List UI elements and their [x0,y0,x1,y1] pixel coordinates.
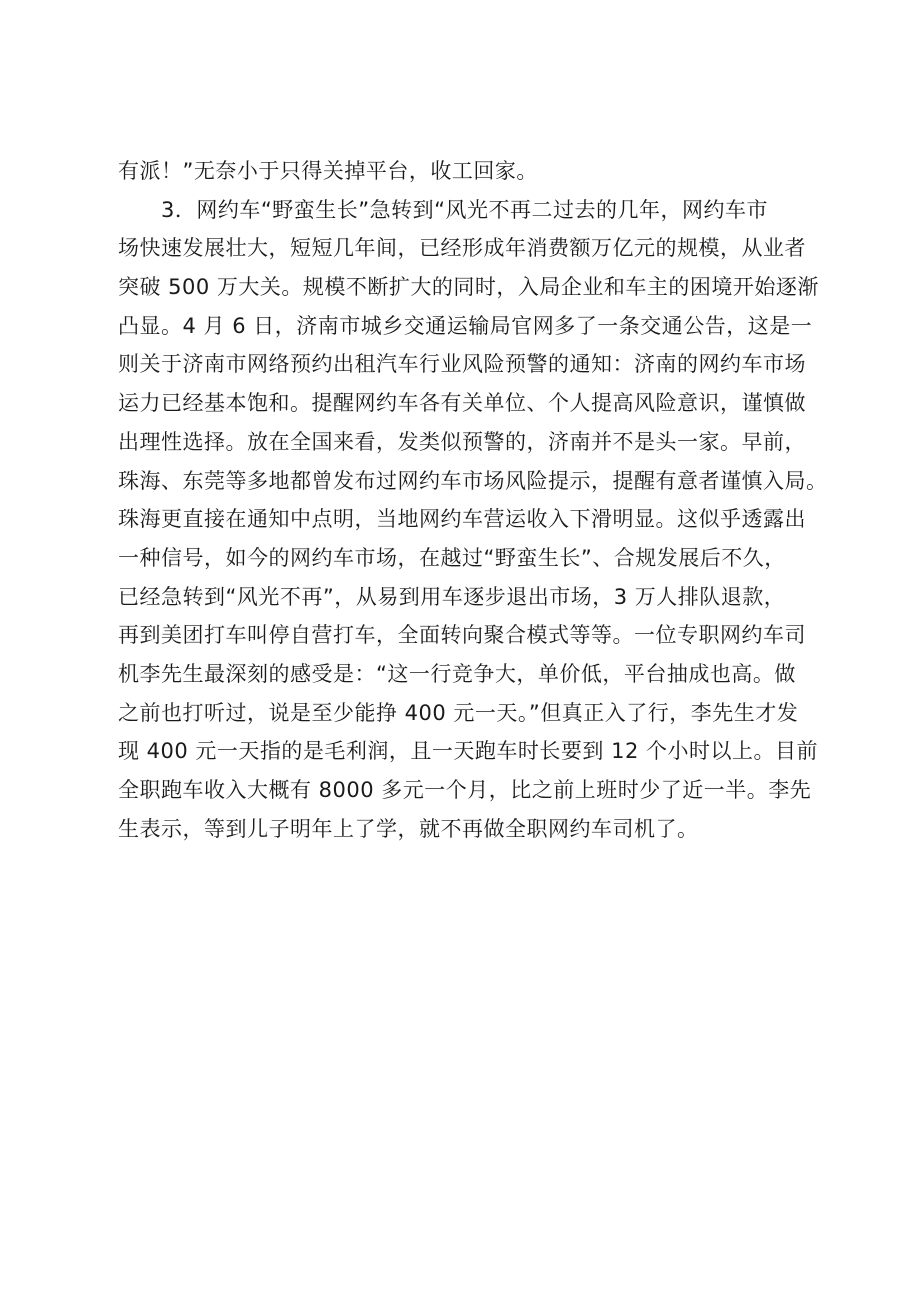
text-line: 已经急转到“风光不再”，从易到用车逐步退出市场，3 万人排队退款， [118,584,786,609]
text-line: 一种信号，如今的网约车市场，在越过“野蛮生长”、合规发展后不久， [118,545,786,570]
text-line: 现 400 元一天指的是毛利润，且一天跑车时长要到 12 个小时以上。目前 [118,739,819,764]
text-line: 珠海更直接在通知中点明，当地网约车营运收入下滑明显。这似乎透露出 [118,507,806,532]
text-line: 突破 500 万大关。规模不断扩大的同时，入局企业和车主的困境开始逐渐 [118,275,819,300]
text-line: 运力已经基本饱和。提醒网约车各有关单位、个人提高风险意识，谨慎做 [118,391,806,416]
body-text [118,152,828,848]
text-line: 有派！”无奈小于只得关掉平台，收工回家。 [118,159,538,183]
text-line: 则关于济南市网络预约出租汽车行业风险预警的通知：济南的网约车市场 [118,352,806,377]
text-line: 场快速发展壮大，短短几年间，已经形成年消费额万亿元的规模，从业者 [118,236,806,261]
text-line: 珠海、东莞等多地都曾发布过网约车市场风险提示，提醒有意者谨慎入局。 [118,468,828,493]
text-line: 之前也打听过，说是至少能挣 400 元一天。”但真正入了行，李先生才发 [118,700,799,725]
text-line: 再到美团打车叫停自营打车，全面转向聚合模式等等。一位专职网约车司 [118,623,806,648]
text-line: 3．网约车“野蛮生长”急转到“风光不再二过去的几年，网约车市 [118,197,768,222]
text-line: 生表示，等到儿子明年上了学，就不再做全职网约车司机了。 [118,816,699,841]
text-line: 机李先生最深刻的感受是：“这一行竞争大，单价低，平台抽成也高。做 [118,661,796,686]
text-line: 凸显。4 月 6 日，济南市城乡交通运输局官网多了一条交通公告，这是一 [118,313,813,338]
text-line: 全职跑车收入大概有 8000 多元一个月，比之前上班时少了近一半。李先 [118,778,812,802]
text-line: 出理性选择。放在全国来看，发类似预警的，济南并不是头一家。早前， [118,429,806,454]
